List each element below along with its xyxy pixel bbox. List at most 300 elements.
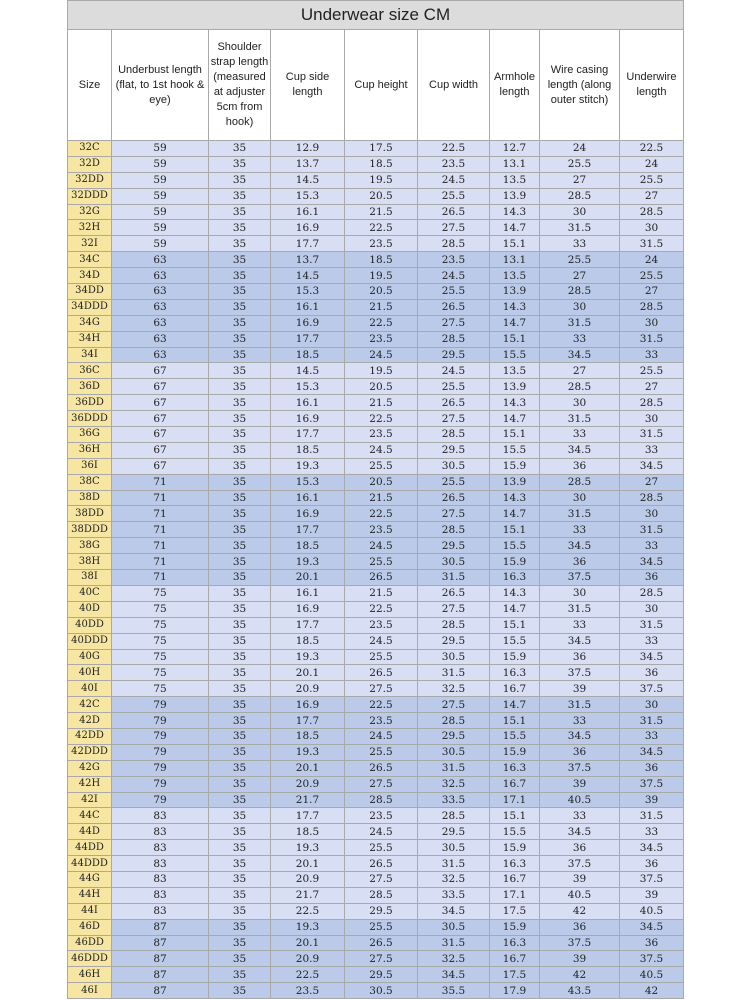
value-cell: 15.1 — [490, 617, 540, 633]
value-cell: 59 — [112, 141, 209, 157]
value-cell: 33 — [620, 538, 684, 554]
value-cell: 35 — [209, 792, 271, 808]
value-cell: 59 — [112, 220, 209, 236]
value-cell: 71 — [112, 474, 209, 490]
value-cell: 35 — [209, 236, 271, 252]
value-cell: 14.3 — [490, 204, 540, 220]
value-cell: 15.3 — [271, 474, 345, 490]
value-cell: 22.5 — [345, 506, 418, 522]
size-cell: 38I — [68, 570, 112, 586]
size-cell: 42D — [68, 713, 112, 729]
value-cell: 29.5 — [418, 728, 490, 744]
value-cell: 35 — [209, 633, 271, 649]
value-cell: 14.7 — [490, 601, 540, 617]
size-chart — [67, 0, 683, 1000]
value-cell: 33 — [540, 522, 620, 538]
value-cell: 28.5 — [418, 808, 490, 824]
value-cell: 17.7 — [271, 713, 345, 729]
table-row — [68, 141, 684, 157]
value-cell: 71 — [112, 522, 209, 538]
value-cell: 35 — [209, 395, 271, 411]
value-cell: 35 — [209, 871, 271, 887]
table-row — [68, 236, 684, 252]
value-cell: 25.5 — [345, 744, 418, 760]
value-cell: 40.5 — [540, 792, 620, 808]
value-cell: 23.5 — [345, 522, 418, 538]
value-cell: 17.5 — [490, 903, 540, 919]
value-cell: 33 — [540, 617, 620, 633]
value-cell: 23.5 — [345, 236, 418, 252]
value-cell: 33 — [620, 728, 684, 744]
table-row — [68, 188, 684, 204]
value-cell: 34.5 — [620, 840, 684, 856]
column-header-armhole-length: Armhole length — [490, 30, 540, 141]
value-cell: 67 — [112, 458, 209, 474]
value-cell: 34.5 — [620, 744, 684, 760]
value-cell: 25.5 — [418, 284, 490, 300]
value-cell: 63 — [112, 315, 209, 331]
value-cell: 34.5 — [540, 824, 620, 840]
value-cell: 34.5 — [620, 919, 684, 935]
value-cell: 20.5 — [345, 188, 418, 204]
value-cell: 35 — [209, 665, 271, 681]
value-cell: 35 — [209, 776, 271, 792]
value-cell: 35 — [209, 887, 271, 903]
value-cell: 24.5 — [418, 268, 490, 284]
value-cell: 35 — [209, 585, 271, 601]
value-cell: 19.3 — [271, 840, 345, 856]
size-cell: 42C — [68, 697, 112, 713]
size-cell: 32D — [68, 156, 112, 172]
value-cell: 35 — [209, 951, 271, 967]
value-cell: 24.5 — [418, 172, 490, 188]
table-row — [68, 220, 684, 236]
value-cell: 15.5 — [490, 538, 540, 554]
value-cell: 35 — [209, 697, 271, 713]
size-cell: 34G — [68, 315, 112, 331]
value-cell: 12.9 — [271, 141, 345, 157]
value-cell: 13.9 — [490, 379, 540, 395]
value-cell: 21.5 — [345, 585, 418, 601]
value-cell: 19.3 — [271, 919, 345, 935]
value-cell: 35 — [209, 824, 271, 840]
size-cell: 36C — [68, 363, 112, 379]
value-cell: 33 — [620, 347, 684, 363]
value-cell: 87 — [112, 951, 209, 967]
value-cell: 12.7 — [490, 141, 540, 157]
value-cell: 25.5 — [345, 649, 418, 665]
value-cell: 31.5 — [540, 601, 620, 617]
size-cell: 44DDD — [68, 856, 112, 872]
value-cell: 83 — [112, 856, 209, 872]
table-row — [68, 252, 684, 268]
value-cell: 18.5 — [345, 252, 418, 268]
value-cell: 25.5 — [345, 458, 418, 474]
table-row — [68, 951, 684, 967]
value-cell: 22.5 — [345, 411, 418, 427]
table-row — [68, 760, 684, 776]
value-cell: 35 — [209, 601, 271, 617]
value-cell: 39 — [540, 871, 620, 887]
value-cell: 83 — [112, 840, 209, 856]
value-cell: 30 — [620, 411, 684, 427]
value-cell: 25.5 — [418, 188, 490, 204]
value-cell: 35 — [209, 411, 271, 427]
value-cell: 34.5 — [620, 554, 684, 570]
value-cell: 63 — [112, 347, 209, 363]
value-cell: 75 — [112, 665, 209, 681]
table-row — [68, 681, 684, 697]
value-cell: 37.5 — [620, 951, 684, 967]
value-cell: 25.5 — [540, 156, 620, 172]
value-cell: 42 — [540, 903, 620, 919]
size-cell: 40I — [68, 681, 112, 697]
value-cell: 20.9 — [271, 776, 345, 792]
value-cell: 27.5 — [345, 871, 418, 887]
value-cell: 18.5 — [271, 633, 345, 649]
value-cell: 30.5 — [418, 458, 490, 474]
table-row — [68, 379, 684, 395]
table-row — [68, 983, 684, 999]
value-cell: 14.3 — [490, 299, 540, 315]
value-cell: 27 — [620, 284, 684, 300]
value-cell: 15.1 — [490, 236, 540, 252]
value-cell: 27.5 — [418, 697, 490, 713]
table-row — [68, 776, 684, 792]
value-cell: 18.5 — [271, 347, 345, 363]
value-cell: 36 — [540, 840, 620, 856]
size-cell: 46DD — [68, 935, 112, 951]
value-cell: 18.5 — [271, 728, 345, 744]
value-cell: 59 — [112, 156, 209, 172]
value-cell: 21.5 — [345, 299, 418, 315]
value-cell: 37.5 — [540, 856, 620, 872]
value-cell: 22.5 — [620, 141, 684, 157]
value-cell: 31.5 — [620, 331, 684, 347]
value-cell: 35 — [209, 315, 271, 331]
value-cell: 22.5 — [345, 697, 418, 713]
value-cell: 22.5 — [345, 601, 418, 617]
value-cell: 59 — [112, 188, 209, 204]
value-cell: 39 — [540, 776, 620, 792]
value-cell: 24 — [540, 141, 620, 157]
value-cell: 40.5 — [620, 967, 684, 983]
table-row — [68, 554, 684, 570]
size-cell: 32DD — [68, 172, 112, 188]
size-cell: 44DD — [68, 840, 112, 856]
value-cell: 28.5 — [620, 395, 684, 411]
value-cell: 29.5 — [418, 824, 490, 840]
table-row — [68, 792, 684, 808]
value-cell: 14.3 — [490, 585, 540, 601]
value-cell: 28.5 — [620, 299, 684, 315]
value-cell: 79 — [112, 728, 209, 744]
value-cell: 37.5 — [540, 935, 620, 951]
value-cell: 20.5 — [345, 379, 418, 395]
value-cell: 26.5 — [345, 856, 418, 872]
value-cell: 13.7 — [271, 156, 345, 172]
value-cell: 31.5 — [540, 411, 620, 427]
value-cell: 30 — [540, 585, 620, 601]
value-cell: 17.1 — [490, 792, 540, 808]
value-cell: 42 — [620, 983, 684, 999]
size-cell: 38DDD — [68, 522, 112, 538]
table-row — [68, 474, 684, 490]
size-cell: 44C — [68, 808, 112, 824]
value-cell: 33.5 — [418, 792, 490, 808]
size-cell: 34DD — [68, 284, 112, 300]
value-cell: 37.5 — [620, 871, 684, 887]
value-cell: 15.1 — [490, 522, 540, 538]
value-cell: 79 — [112, 697, 209, 713]
value-cell: 14.7 — [490, 220, 540, 236]
value-cell: 75 — [112, 601, 209, 617]
value-cell: 20.9 — [271, 951, 345, 967]
value-cell: 15.1 — [490, 713, 540, 729]
value-cell: 35 — [209, 983, 271, 999]
value-cell: 22.5 — [345, 315, 418, 331]
table-row — [68, 458, 684, 474]
value-cell: 26.5 — [418, 585, 490, 601]
value-cell: 29.5 — [345, 903, 418, 919]
size-cell: 36I — [68, 458, 112, 474]
value-cell: 28.5 — [418, 236, 490, 252]
value-cell: 23.5 — [271, 983, 345, 999]
value-cell: 59 — [112, 236, 209, 252]
value-cell: 16.3 — [490, 760, 540, 776]
value-cell: 36 — [540, 554, 620, 570]
value-cell: 34.5 — [418, 967, 490, 983]
value-cell: 75 — [112, 617, 209, 633]
table-row — [68, 840, 684, 856]
value-cell: 39 — [540, 681, 620, 697]
size-cell: 36G — [68, 427, 112, 443]
value-cell: 16.7 — [490, 871, 540, 887]
size-cell: 36D — [68, 379, 112, 395]
table-row — [68, 490, 684, 506]
value-cell: 27.5 — [418, 411, 490, 427]
size-cell: 46H — [68, 967, 112, 983]
column-header-size: Size — [68, 30, 112, 141]
value-cell: 35 — [209, 331, 271, 347]
size-cell: 38D — [68, 490, 112, 506]
table-row — [68, 570, 684, 586]
value-cell: 31.5 — [418, 665, 490, 681]
size-cell: 42G — [68, 760, 112, 776]
value-cell: 71 — [112, 490, 209, 506]
value-cell: 30 — [540, 395, 620, 411]
value-cell: 27.5 — [345, 681, 418, 697]
value-cell: 39 — [620, 887, 684, 903]
value-cell: 35 — [209, 188, 271, 204]
table-row — [68, 808, 684, 824]
size-cell: 34DDD — [68, 299, 112, 315]
value-cell: 14.5 — [271, 363, 345, 379]
value-cell: 79 — [112, 776, 209, 792]
table-row — [68, 824, 684, 840]
value-cell: 35 — [209, 522, 271, 538]
size-cell: 34C — [68, 252, 112, 268]
value-cell: 30.5 — [418, 649, 490, 665]
value-cell: 35 — [209, 458, 271, 474]
value-cell: 35 — [209, 442, 271, 458]
table-row — [68, 697, 684, 713]
value-cell: 24.5 — [345, 824, 418, 840]
value-cell: 28.5 — [540, 474, 620, 490]
value-cell: 16.7 — [490, 951, 540, 967]
value-cell: 35 — [209, 172, 271, 188]
value-cell: 29.5 — [418, 347, 490, 363]
value-cell: 28.5 — [418, 522, 490, 538]
table-row — [68, 395, 684, 411]
value-cell: 14.5 — [271, 268, 345, 284]
value-cell: 35 — [209, 538, 271, 554]
value-cell: 18.5 — [271, 538, 345, 554]
value-cell: 27.5 — [418, 315, 490, 331]
value-cell: 36 — [620, 570, 684, 586]
value-cell: 35 — [209, 474, 271, 490]
value-cell: 27 — [540, 363, 620, 379]
value-cell: 28.5 — [418, 713, 490, 729]
value-cell: 36 — [540, 458, 620, 474]
value-cell: 13.1 — [490, 252, 540, 268]
value-cell: 35 — [209, 840, 271, 856]
value-cell: 83 — [112, 824, 209, 840]
table-row — [68, 919, 684, 935]
value-cell: 28.5 — [540, 284, 620, 300]
value-cell: 18.5 — [271, 824, 345, 840]
table-row — [68, 601, 684, 617]
value-cell: 67 — [112, 379, 209, 395]
table-row — [68, 903, 684, 919]
value-cell: 24 — [620, 156, 684, 172]
value-cell: 16.3 — [490, 665, 540, 681]
table-row — [68, 172, 684, 188]
value-cell: 35 — [209, 141, 271, 157]
value-cell: 71 — [112, 554, 209, 570]
value-cell: 31.5 — [418, 760, 490, 776]
size-cell: 38G — [68, 538, 112, 554]
value-cell: 33 — [540, 427, 620, 443]
column-header-cup-width: Cup width — [418, 30, 490, 141]
value-cell: 87 — [112, 935, 209, 951]
value-cell: 16.9 — [271, 315, 345, 331]
value-cell: 25.5 — [540, 252, 620, 268]
size-cell: 42DDD — [68, 744, 112, 760]
column-header-cup-side-length: Cup side length — [271, 30, 345, 141]
value-cell: 87 — [112, 919, 209, 935]
value-cell: 35 — [209, 220, 271, 236]
value-cell: 39 — [620, 792, 684, 808]
size-cell: 40G — [68, 649, 112, 665]
value-cell: 23.5 — [345, 331, 418, 347]
table-row — [68, 347, 684, 363]
value-cell: 16.9 — [271, 697, 345, 713]
value-cell: 17.9 — [490, 983, 540, 999]
table-row — [68, 935, 684, 951]
value-cell: 25.5 — [620, 172, 684, 188]
value-cell: 15.5 — [490, 633, 540, 649]
value-cell: 28.5 — [620, 585, 684, 601]
value-cell: 30 — [540, 299, 620, 315]
value-cell: 17.7 — [271, 331, 345, 347]
value-cell: 71 — [112, 538, 209, 554]
table-row — [68, 442, 684, 458]
table-row — [68, 538, 684, 554]
value-cell: 63 — [112, 268, 209, 284]
value-cell: 33 — [540, 808, 620, 824]
value-cell: 30 — [620, 697, 684, 713]
value-cell: 30 — [540, 204, 620, 220]
value-cell: 24.5 — [418, 363, 490, 379]
value-cell: 15.9 — [490, 649, 540, 665]
value-cell: 25.5 — [418, 379, 490, 395]
value-cell: 16.7 — [490, 681, 540, 697]
size-cell: 32C — [68, 141, 112, 157]
value-cell: 31.5 — [540, 315, 620, 331]
value-cell: 14.7 — [490, 506, 540, 522]
value-cell: 14.5 — [271, 172, 345, 188]
size-cell: 32G — [68, 204, 112, 220]
value-cell: 19.5 — [345, 172, 418, 188]
value-cell: 28.5 — [418, 427, 490, 443]
value-cell: 26.5 — [418, 490, 490, 506]
value-cell: 25.5 — [620, 363, 684, 379]
value-cell: 15.3 — [271, 284, 345, 300]
value-cell: 36 — [620, 935, 684, 951]
value-cell: 35 — [209, 617, 271, 633]
value-cell: 15.9 — [490, 840, 540, 856]
value-cell: 37.5 — [540, 760, 620, 776]
value-cell: 15.5 — [490, 824, 540, 840]
value-cell: 71 — [112, 506, 209, 522]
value-cell: 15.5 — [490, 347, 540, 363]
value-cell: 26.5 — [345, 665, 418, 681]
value-cell: 35 — [209, 427, 271, 443]
value-cell: 17.1 — [490, 887, 540, 903]
value-cell: 75 — [112, 681, 209, 697]
column-header-underbust-length: Underbust length (flat, to 1st hook & eye) — [112, 30, 209, 141]
size-cell: 40DDD — [68, 633, 112, 649]
value-cell: 27.5 — [418, 220, 490, 236]
value-cell: 34.5 — [620, 458, 684, 474]
value-cell: 15.3 — [271, 188, 345, 204]
table-row — [68, 633, 684, 649]
value-cell: 31.5 — [620, 236, 684, 252]
value-cell: 35 — [209, 681, 271, 697]
value-cell: 35 — [209, 506, 271, 522]
value-cell: 35 — [209, 156, 271, 172]
value-cell: 33 — [540, 236, 620, 252]
value-cell: 15.9 — [490, 919, 540, 935]
value-cell: 34.5 — [418, 903, 490, 919]
value-cell: 27 — [620, 474, 684, 490]
value-cell: 23.5 — [418, 252, 490, 268]
size-cell: 46I — [68, 983, 112, 999]
value-cell: 17.5 — [490, 967, 540, 983]
value-cell: 71 — [112, 570, 209, 586]
value-cell: 33.5 — [418, 887, 490, 903]
value-cell: 35 — [209, 204, 271, 220]
table-row — [68, 363, 684, 379]
value-cell: 31.5 — [620, 617, 684, 633]
value-cell: 30 — [620, 315, 684, 331]
value-cell: 27 — [620, 188, 684, 204]
value-cell: 83 — [112, 887, 209, 903]
value-cell: 26.5 — [418, 204, 490, 220]
column-header-wire-casing-length: Wire casing length (along outer stitch) — [540, 30, 620, 141]
value-cell: 14.3 — [490, 395, 540, 411]
